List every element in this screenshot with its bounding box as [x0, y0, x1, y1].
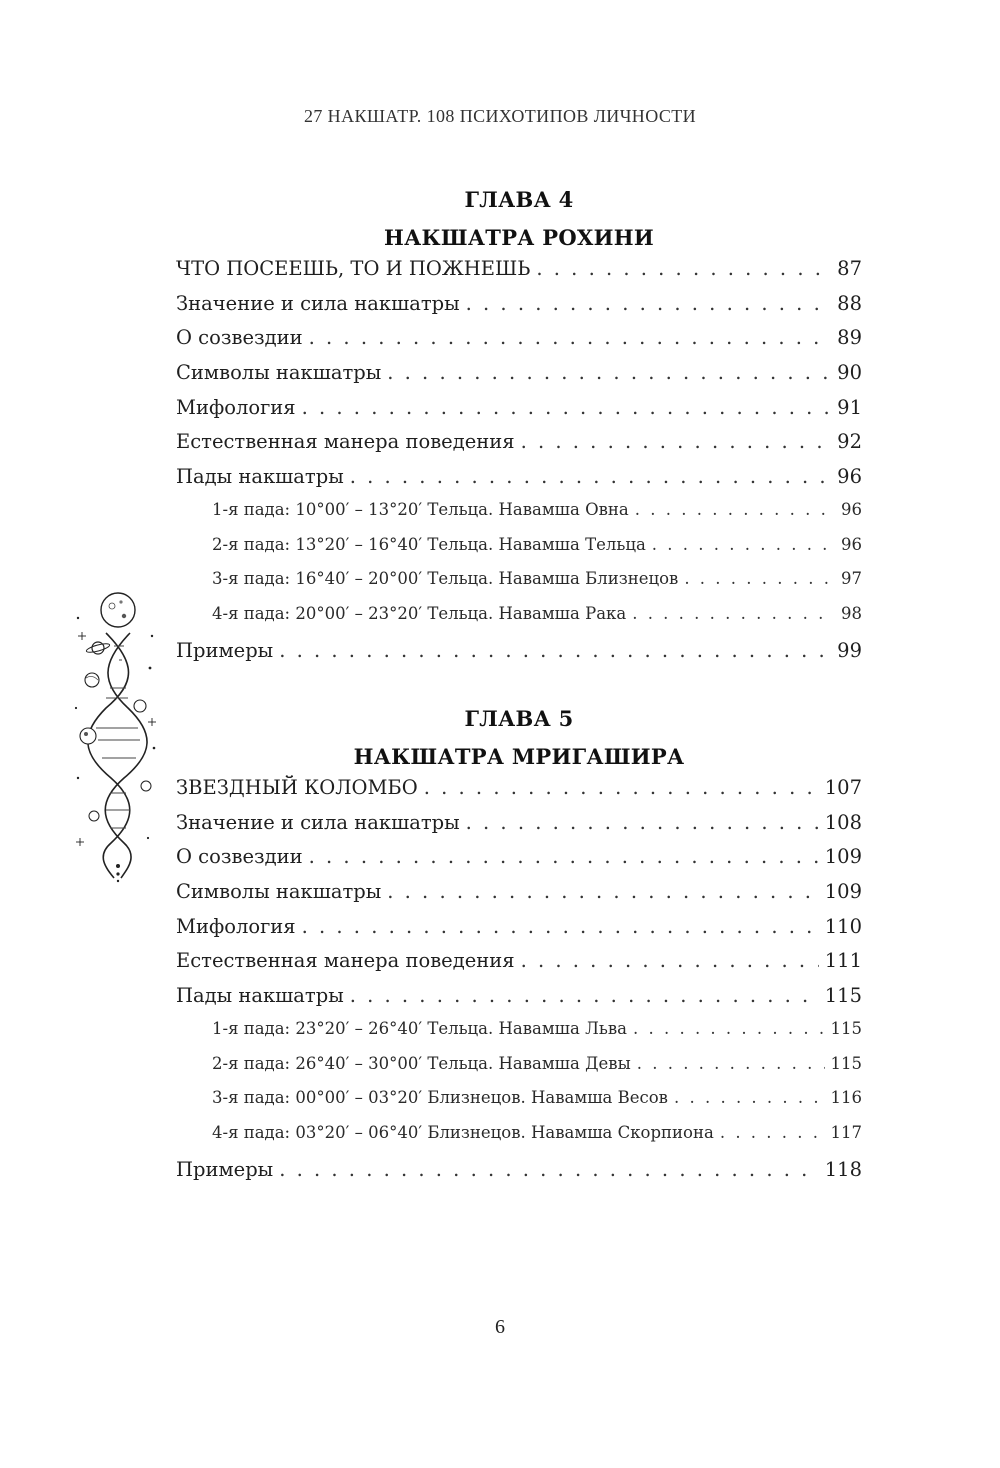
dot-leader [521, 949, 819, 972]
toc-entry-title: 4-я пада: 20°00′ – 23°20′ Тельца. Навамша Рака [212, 603, 627, 623]
dot-leader [302, 396, 832, 419]
toc-subentry[interactable] [176, 604, 862, 639]
toc-entry[interactable] [176, 639, 862, 674]
toc-entry[interactable] [176, 880, 862, 915]
toc-entry-title: ЗВЕЗДНЫЙ КОЛОМБО [176, 776, 418, 799]
toc-entry-title: Пады накшатры [176, 465, 344, 489]
toc-entry-title: ЧТО ПОСЕЕШЬ, ТО И ПОЖНЕШЬ [176, 257, 531, 280]
dot-leader [350, 984, 819, 1007]
toc-entry-page: 90 [837, 361, 862, 385]
toc-entry-page: 115 [830, 1053, 862, 1073]
toc-entry[interactable] [176, 949, 862, 984]
toc-subentry[interactable] [176, 1123, 862, 1158]
dot-leader [309, 845, 819, 868]
dot-leader [302, 915, 819, 938]
dna-planets-ornament-icon [66, 588, 166, 888]
toc-subentry[interactable] [176, 569, 862, 604]
dot-leader [521, 430, 832, 453]
toc-entry-page: 116 [830, 1088, 862, 1108]
toc-entry-page: 88 [837, 291, 862, 315]
dot-leader [632, 604, 835, 623]
toc-entry[interactable] [176, 396, 862, 431]
chapter-label: ГЛАВА 5 [464, 706, 574, 731]
toc-entry[interactable] [176, 984, 862, 1019]
toc-entry-page: 115 [830, 1018, 862, 1038]
dot-leader [652, 535, 835, 554]
dot-leader [633, 1019, 825, 1038]
dot-leader [684, 569, 835, 588]
toc-entry-title: Естественная манера поведения [176, 949, 515, 973]
toc-entry-title: 1-я пада: 23°20′ – 26°40′ Тельца. Навамша Льва [212, 1018, 627, 1038]
toc-list [176, 776, 862, 1192]
toc-entry-page: 108 [824, 810, 862, 834]
toc-subentry[interactable] [176, 500, 862, 535]
toc-entry-page: 117 [830, 1122, 862, 1142]
toc-entry-title: Символы накшатры [176, 880, 382, 904]
toc-subentry[interactable] [176, 535, 862, 570]
dot-leader [387, 880, 819, 903]
toc-entry[interactable] [176, 915, 862, 950]
toc-entry-title: Мифология [176, 395, 296, 419]
toc-list [176, 257, 862, 673]
toc-entry-title: Пады накшатры [176, 984, 344, 1008]
dot-leader [466, 292, 832, 315]
toc-entry-title: 1-я пада: 10°00′ – 13°20′ Тельца. Навамша Овна [212, 499, 629, 519]
toc-entry[interactable] [176, 465, 862, 500]
dot-leader [536, 257, 831, 280]
toc-entry[interactable] [176, 430, 862, 465]
toc-subentry[interactable] [176, 1054, 862, 1089]
toc-entry-title: Мифология [176, 914, 296, 938]
toc-entry[interactable] [176, 361, 862, 396]
toc-entry[interactable] [176, 326, 862, 361]
dot-leader [309, 326, 832, 349]
dot-leader [674, 1088, 825, 1107]
toc-entry-page: 110 [824, 914, 862, 938]
toc-entry-title: Значение и сила накшатры [176, 291, 460, 315]
toc-entry-title: Примеры [176, 638, 274, 662]
toc-entry-title: 4-я пада: 03°20′ – 06°40′ Близнецов. Навамша Скорпиона [212, 1122, 714, 1142]
toc-entry-page: 109 [824, 880, 862, 904]
dot-leader [279, 639, 831, 662]
toc-entry-page: 99 [837, 638, 862, 662]
toc-entry-page: 92 [837, 430, 862, 454]
toc-entry-title: Символы накшатры [176, 361, 382, 385]
chapter-5 [176, 700, 862, 1192]
dot-leader [637, 1054, 825, 1073]
dot-leader [387, 361, 831, 384]
toc-entry-page: 118 [824, 1157, 862, 1181]
dot-leader [279, 1158, 819, 1181]
dot-leader [466, 811, 819, 834]
toc-entry[interactable] [176, 811, 862, 846]
dot-leader [720, 1123, 825, 1142]
toc-entry-page: 97 [841, 569, 862, 589]
chapter-4 [176, 181, 862, 673]
dot-leader [424, 776, 819, 799]
toc-entry-page: 87 [837, 257, 862, 280]
toc-entry-title: Естественная манера поведения [176, 430, 515, 454]
toc-entry-page: 111 [824, 949, 862, 973]
toc-entry-page: 98 [841, 603, 862, 623]
toc-entry-page: 107 [824, 776, 862, 799]
toc-entry[interactable] [176, 292, 862, 327]
toc-entry-title: О созвездии [176, 326, 303, 350]
page-number: 6 [495, 1316, 505, 1338]
toc-entry-title: 2-я пада: 26°40′ – 30°00′ Тельца. Навамша Девы [212, 1053, 631, 1073]
toc-entry[interactable] [176, 776, 862, 811]
running-header: 27 НАКШАТР. 108 ПСИХОТИПОВ ЛИЧНОСТИ [303, 106, 697, 126]
toc-entry[interactable] [176, 257, 862, 292]
toc-entry-title: 2-я пада: 13°20′ – 16°40′ Тельца. Навамша Тельца [212, 534, 646, 554]
toc-entry-page: 89 [837, 326, 862, 350]
toc-entry[interactable] [176, 845, 862, 880]
dot-leader [350, 465, 831, 488]
toc-entry[interactable] [176, 1158, 862, 1193]
toc-subentry[interactable] [176, 1088, 862, 1123]
dot-leader [635, 500, 835, 519]
chapter-title: НАКШАТРА РОХИНИ [383, 225, 654, 250]
toc-entry-page: 96 [837, 465, 862, 489]
toc-entry-page: 91 [837, 395, 862, 419]
toc-entry-title: 3-я пада: 00°00′ – 03°20′ Близнецов. Навамша Весов [212, 1088, 668, 1108]
toc-subentry[interactable] [176, 1019, 862, 1054]
toc-entry-title: Значение и сила накшатры [176, 810, 460, 834]
toc-entry-page: 115 [824, 984, 862, 1008]
toc-entry-title: 3-я пада: 16°40′ – 20°00′ Тельца. Навамша Близнецов [212, 569, 679, 589]
toc-entry-page: 96 [841, 534, 862, 554]
toc-entry-title: О созвездии [176, 845, 303, 869]
toc-entry-page: 96 [841, 499, 862, 519]
toc-entry-page: 109 [824, 845, 862, 869]
toc-entry-title: Примеры [176, 1157, 274, 1181]
chapter-label: ГЛАВА 4 [464, 187, 574, 212]
chapter-title: НАКШАТРА МРИГАШИРА [353, 744, 685, 769]
